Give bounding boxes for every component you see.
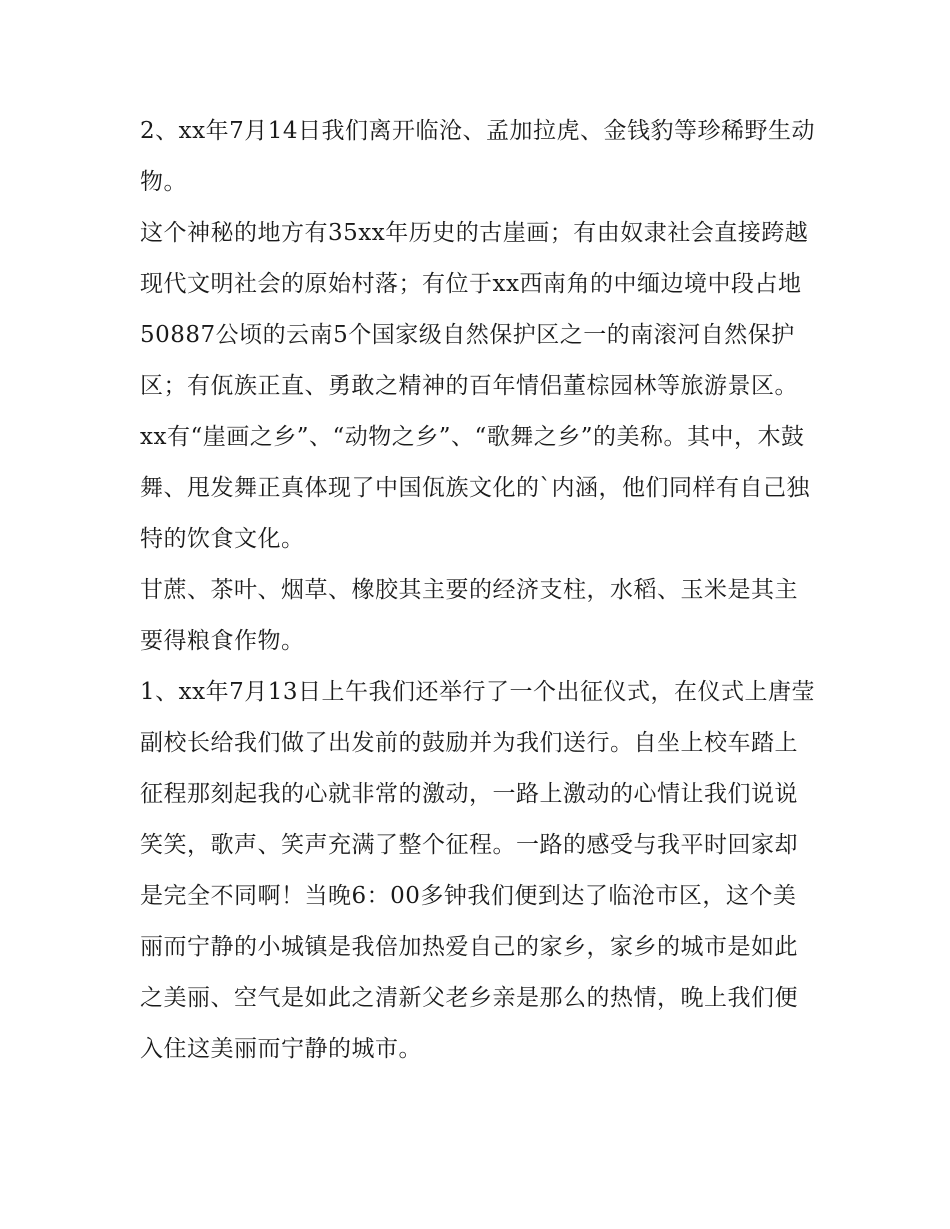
paragraph-1: 2、xx年7月14日我们离开临沧、孟加拉虎、金钱豹等珍稀野生动物。 [140, 118, 815, 195]
paragraph-4: 甘蔗、茶叶、烟草、橡胶其主要的经济支柱，水稻、玉米是其主要得粮食作物。 [140, 577, 798, 654]
paragraph-3: xx有“崖画之乡”、“动物之乡”、“歌舞之乡”的美称。其中，木鼓舞、甩发舞正真体现了中国佤族文化的`内涵，他们同样有自己独特的饮食文化。 [140, 424, 810, 552]
paragraph-5: 1、xx年7月13日上午我们还举行了一个出征仪式，在仪式上唐莹副校长给我们做了出发前的鼓励并为我们送行。自坐上校车踏上征程那刻起我的心就非常的激动，一路上激动的心情让我们说说笑笑，歌声、笑声充满了整个征程。一路的感受与我平时回家却是完全不同啊！当晚6：00多钟我们便到达了临沧市区，这个美丽而宁静的小城镇是我倍加热爱自己的家乡，家乡的城市是如此之美丽、空气是如此之清新父老乡亲是那么的热情，晚上我们便入住这美丽而宁静的城市。 [140, 679, 815, 1062]
document-body [140, 106, 815, 1075]
paragraph-2: 这个神秘的地方有35xx年历史的古崖画；有由奴隶社会直接跨越现代文明社会的原始村落；有位于xx西南角的中缅边境中段占地50887公顷的云南5个国家级自然保护区之一的南滚河自然保护区；有佤族正直、勇敢之精神的百年情侣董棕园林等旅游景区。 [140, 220, 809, 399]
